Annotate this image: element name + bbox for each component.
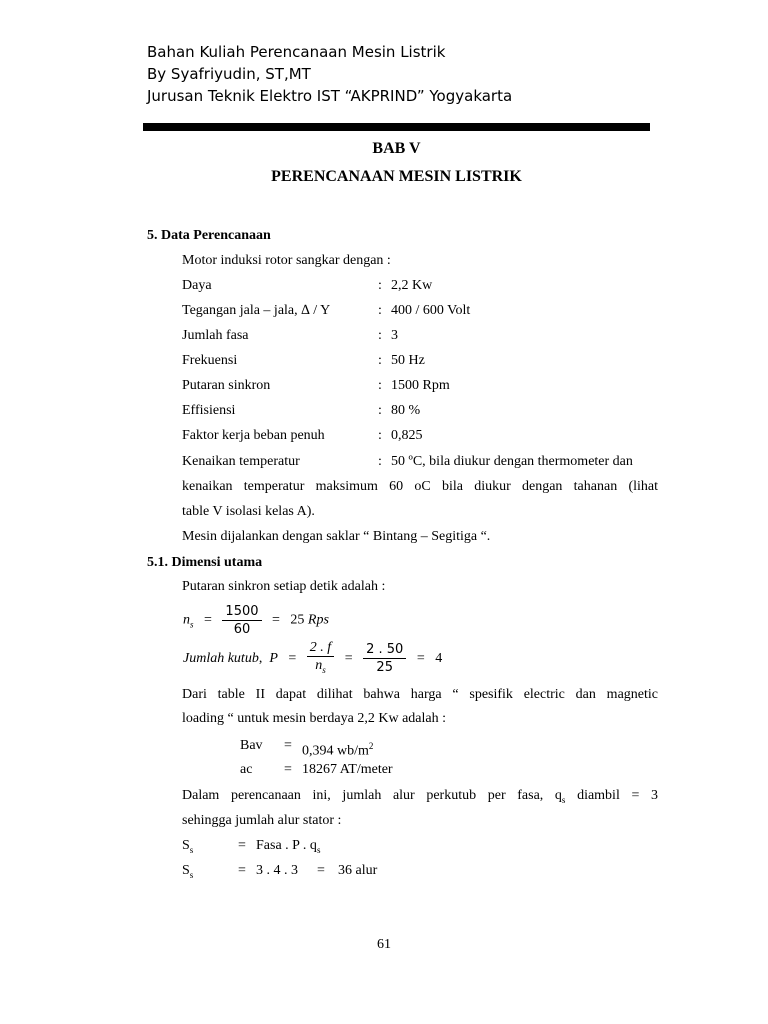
spec-label: Faktor kerja beban penuh xyxy=(182,428,325,443)
ss-label-subscript: s xyxy=(189,869,194,880)
slot-paragraph-line1 xyxy=(182,786,658,810)
eq-equals: = xyxy=(344,651,353,667)
spec-separator: : xyxy=(378,303,382,318)
subsection-intro: Putaran sinkron setiap detik adalah : xyxy=(182,579,386,594)
equation-sync-speed xyxy=(183,603,329,638)
eq-variable: P xyxy=(269,651,278,667)
subsection-heading: 5.1. Dimensi utama xyxy=(147,555,263,570)
ss-label xyxy=(182,836,193,860)
starter-note: Mesin dijalankan dengan saklar “ Bintang – Segitiga “. xyxy=(182,529,491,544)
eq-comma: , xyxy=(258,651,263,667)
ss-label xyxy=(182,861,193,885)
ss-value xyxy=(256,836,320,860)
eq-fraction xyxy=(363,641,406,676)
document-header xyxy=(147,41,512,107)
eq-numerator: 2 . f xyxy=(307,639,334,657)
eq-equals: = xyxy=(416,651,425,667)
eq-equals: = xyxy=(288,651,297,667)
header-author: By Syafriyudin, ST,MT xyxy=(147,65,311,83)
ss-equals-second: = xyxy=(317,863,325,878)
spec-value: 400 / 600 Volt xyxy=(391,303,471,318)
spec-label: Kenaikan temperatur xyxy=(182,454,300,469)
spec-value: 2,2 Kw xyxy=(391,278,433,293)
spec-separator: : xyxy=(378,328,382,343)
chapter-number: BAB V xyxy=(372,140,421,157)
bav-equals: = xyxy=(284,738,292,753)
loading-paragraph-line1: Dari table II dapat dilihat bahwa harga “ spesifik electric dan magnetic xyxy=(182,687,658,702)
slot-paragraph-text: Dalam perencanaan ini, jumlah alur perkutub per fasa, q xyxy=(182,788,562,803)
chapter-title: PERENCANAAN MESIN LISTRIK xyxy=(271,168,522,185)
spec-value: 80 % xyxy=(391,403,421,418)
spec-value: 3 xyxy=(391,328,398,343)
loading-paragraph-line2: loading “ untuk mesin berdaya 2,2 Kw adalah : xyxy=(182,711,446,726)
eq-denominator-subscript: s xyxy=(322,664,326,675)
equation-pole-count xyxy=(183,639,442,679)
eq-equals: = xyxy=(204,612,212,628)
spec-value: 50 ºC, bila diukur dengan thermometer dan xyxy=(391,454,633,469)
spec-label: Putaran sinkron xyxy=(182,378,271,393)
ac-label: ac xyxy=(240,762,253,777)
page-number: 61 xyxy=(377,937,391,952)
spec-separator: : xyxy=(378,278,382,293)
ss-equals: = xyxy=(238,863,246,878)
header-course: Bahan Kuliah Perencanaan Mesin Listrik xyxy=(147,43,446,61)
bav-value-text: 0,394 wb/m xyxy=(302,743,369,759)
eq-lhs-subscript: s xyxy=(190,619,194,630)
eq-denominator xyxy=(307,657,334,679)
ss-value-subscript: s xyxy=(316,844,321,855)
ss-value-text: Fasa . P . q xyxy=(256,838,317,853)
slot-paragraph-line2: sehingga jumlah alur stator : xyxy=(182,813,342,828)
bav-value xyxy=(302,736,373,762)
spec-label: Daya xyxy=(182,278,212,293)
ss-label-subscript: s xyxy=(189,844,194,855)
eq-numerator: 2 . 50 xyxy=(363,641,406,659)
eq-fraction xyxy=(222,603,261,638)
section-heading: 5. Data Perencanaan xyxy=(147,228,271,243)
eq-lhs: Jumlah kutub xyxy=(183,651,259,667)
eq-result: 25 xyxy=(290,612,305,628)
spec-separator: : xyxy=(378,428,382,443)
ac-equals: = xyxy=(284,762,292,777)
ss-label-text: S xyxy=(182,838,190,853)
ss-result: 36 alur xyxy=(338,863,378,878)
ss-equals: = xyxy=(238,838,246,853)
ss-value: 3 . 4 . 3 xyxy=(256,863,298,878)
temperature-continuation: kenaikan temperatur maksimum 60 oC bila diukur dengan tahanan (lihat xyxy=(182,479,658,494)
temperature-continuation-end: table V isolasi kelas A). xyxy=(182,504,315,519)
spec-value: 50 Hz xyxy=(391,353,425,368)
eq-result: 4 xyxy=(435,651,443,667)
spec-label: Tegangan jala – jala, ∆ / Y xyxy=(182,303,331,318)
eq-lhs: n xyxy=(183,612,190,628)
spec-value: 0,825 xyxy=(391,428,423,443)
spec-separator: : xyxy=(378,353,382,368)
spec-label: Effisiensi xyxy=(182,403,236,418)
spec-label: Frekuensi xyxy=(182,353,238,368)
slot-paragraph-subscript: s xyxy=(561,794,566,805)
bav-superscript: 2 xyxy=(368,741,374,751)
header-department: Jurusan Teknik Elektro IST “AKPRIND” Yogyakarta xyxy=(147,87,513,105)
eq-numerator: 1500 xyxy=(222,603,261,621)
section-intro: Motor induksi rotor sangkar dengan : xyxy=(182,253,391,268)
spec-separator: : xyxy=(378,403,382,418)
spec-label: Jumlah fasa xyxy=(182,328,249,343)
eq-equals: = xyxy=(272,612,280,628)
header-rule xyxy=(143,123,650,131)
ss-label-text: S xyxy=(182,863,190,878)
spec-separator: : xyxy=(378,454,382,469)
ac-value: 18267 AT/meter xyxy=(302,762,393,777)
eq-fraction xyxy=(307,639,334,679)
bav-label: Bav xyxy=(240,738,263,753)
spec-separator: : xyxy=(378,378,382,393)
eq-unit: Rps xyxy=(307,612,329,628)
eq-denominator: 25 xyxy=(376,660,393,676)
eq-denominator: 60 xyxy=(233,622,251,637)
slot-paragraph-text-end: diambil = 3 xyxy=(565,788,658,803)
spec-value: 1500 Rpm xyxy=(391,378,450,393)
eq-denominator-var: n xyxy=(315,658,323,673)
